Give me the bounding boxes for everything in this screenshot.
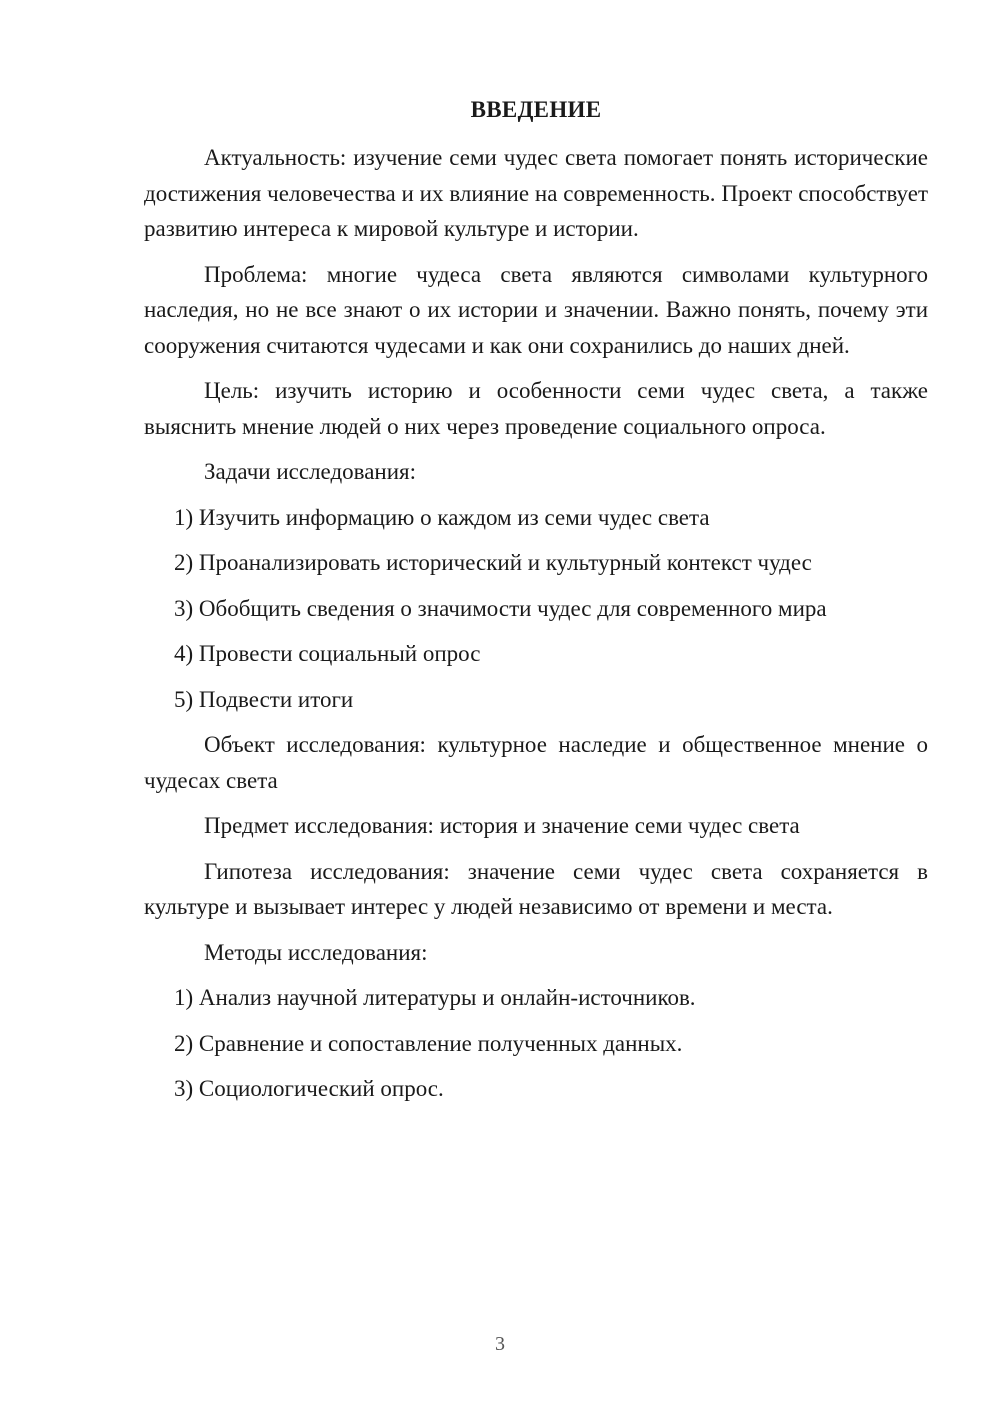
method-item: 1) Анализ научной литературы и онлайн-источников. — [174, 985, 696, 1010]
object-paragraph: Объект исследования: культурное наследие и общественное мнение о чудесах света — [144, 732, 928, 793]
tasks-label: Задачи исследования: — [204, 459, 417, 484]
task-item: 3) Обобщить сведения о значимости чудес для современного мира — [174, 595, 827, 621]
page-number: 3 — [495, 1333, 505, 1355]
subject-paragraph: Предмет исследования: история и значение семи чудес света — [204, 813, 800, 838]
problem-paragraph: Проблема: многие чудеса света являются символами культурного наследия, но не все знают о их истории и значении. Важно понять, почему эти сооружения считаются чудесами и как они сохранились до наших дней. — [144, 261, 928, 358]
methods-list — [144, 980, 928, 1107]
tasks-list — [144, 500, 928, 718]
document-page — [144, 96, 928, 1117]
method-item: 3) Социологический опрос. — [174, 1076, 444, 1101]
goal-paragraph: Цель: изучить историю и особенности семи чудес света, а также выяснить мнение людей о них через проведение социального опроса. — [144, 378, 928, 439]
hypothesis-paragraph: Гипотеза исследования: значение семи чудес света сохраняется в культуре и вызывает интерес у людей независимо от времени и места. — [144, 858, 928, 919]
page-title: ВВЕДЕНИЕ — [470, 97, 602, 122]
task-item: 2) Проанализировать исторический и культурный контекст чудес — [174, 550, 812, 575]
method-item: 2) Сравнение и сопоставление полученных данных. — [174, 1030, 683, 1056]
task-item: 4) Провести социальный опрос — [174, 641, 481, 666]
methods-label: Методы исследования: — [204, 939, 428, 965]
relevance-paragraph: Актуальность: изучение семи чудес света помогает понять исторические достижения человечества и их влияние на современность. Проект способствует развитию интереса к мировой культуре и истории. — [144, 145, 928, 241]
task-item: 5) Подвести итоги — [174, 686, 354, 712]
task-item: 1) Изучить информацию о каждом из семи чудес света — [174, 504, 710, 530]
